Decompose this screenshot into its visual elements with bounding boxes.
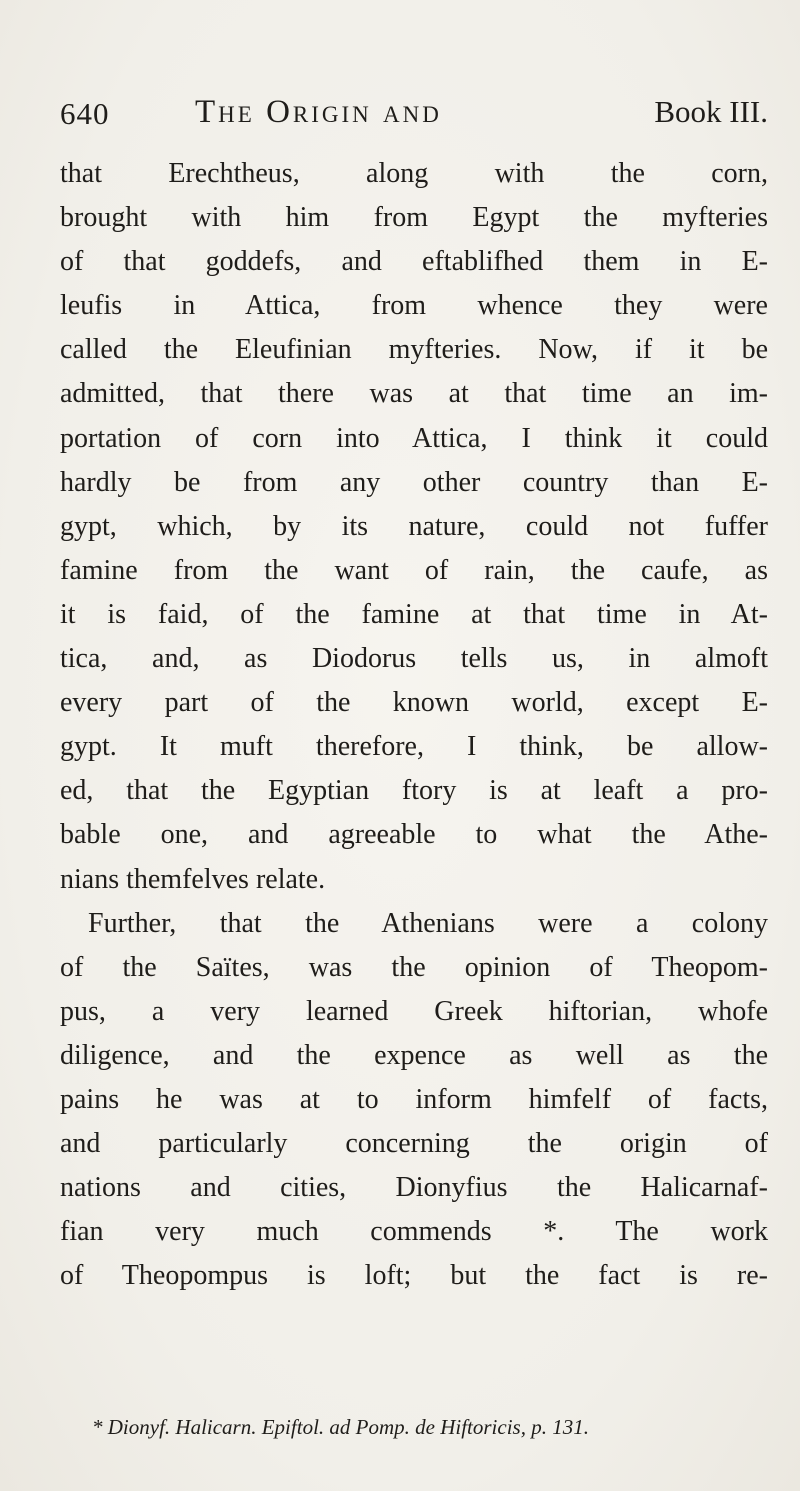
text-line: portation of corn into Attica, I think it could (60, 422, 768, 454)
running-title: The Origin and (195, 94, 442, 130)
text-line: famine from the want of rain, the caufe, as (60, 554, 768, 586)
text-line: Further, that the Athenians were a colony (88, 907, 768, 939)
text-line: hardly be from any other country than E- (60, 466, 768, 498)
text-line: of the Saïtes, was the opinion of Theopom- (60, 951, 768, 983)
text-line: ed, that the Egyptian ftory is at leaft a pro- (60, 775, 768, 807)
page-number: 640 (60, 96, 110, 131)
book-reference: Book III. (654, 94, 768, 129)
text-line: tica, and, as Diodorus tells us, in almoft (60, 643, 768, 675)
text-line: and particularly concerning the origin of (60, 1128, 768, 1160)
text-line: nations and cities, Dionyfius the Halicarnaf- (60, 1172, 768, 1204)
body-text (60, 152, 768, 1298)
text-line: fian very much commends *. The work (60, 1216, 768, 1248)
page-header (60, 92, 768, 138)
text-line: every part of the known world, except E- (60, 687, 768, 719)
text-line: pus, a very learned Greek hiftorian, whofe (60, 995, 768, 1027)
text-line: it is faid, of the famine at that time in At- (60, 598, 768, 630)
text-line: admitted, that there was at that time an im- (60, 378, 768, 410)
text-line: bable one, and agreeable to what the Athe- (60, 819, 768, 851)
text-line: called the Eleufinian myfteries. Now, if it be (60, 334, 768, 366)
text-line: that Erechtheus, along with the corn, (60, 158, 768, 189)
text-line: diligence, and the expence as well as the (60, 1039, 768, 1071)
text-line: of Theopompus is loft; but the fact is re- (60, 1260, 768, 1292)
text-line: brought with him from Egypt the myfteries (60, 202, 768, 234)
text-line: gypt. It muft therefore, I think, be allow- (60, 731, 768, 763)
text-line: of that goddefs, and eftablifhed them in E- (60, 246, 768, 278)
text-line: pains he was at to inform himfelf of facts, (60, 1083, 768, 1115)
text-line: gypt, which, by its nature, could not fuffer (60, 510, 768, 542)
text-line: leufis in Attica, from whence they were (60, 290, 768, 322)
footnote: * Dionyf. Halicarn. Epiftol. ad Pomp. de Hiftoricis, p. 131. (92, 1415, 589, 1439)
text-line: nians themfelves relate. (60, 863, 326, 895)
